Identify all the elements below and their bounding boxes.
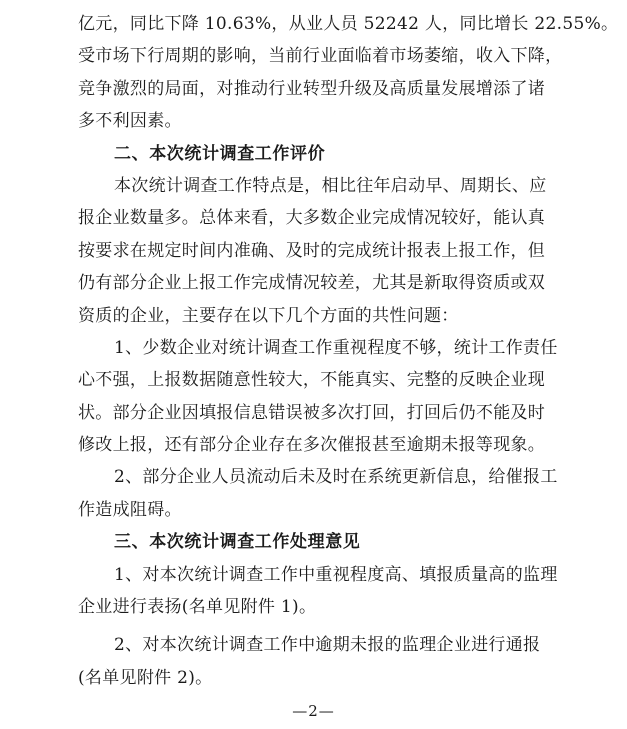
text-line: 修改上报，还有部分企业存在多次催报甚至逾期未报等现象。 (78, 435, 546, 456)
text-line: 企业进行表扬(名单见附件 1)。 (78, 597, 317, 618)
text-line: 2、对本次统计调查工作中逾期未报的监理企业进行通报 (114, 635, 541, 656)
text-line: 报企业数量多。总体来看，大多数企业完成情况较好，能认真 (78, 208, 546, 229)
text-line: 竞争激烈的局面，对推动行业转型升级及高质量发展增添了诸 (78, 78, 546, 99)
paragraph-notice (78, 629, 585, 694)
section-heading-evaluation: 二、本次统计调查工作评价 (114, 143, 326, 164)
text-line: 心不强，上报数据随意性较大，不能真实、完整的反映企业现 (78, 370, 546, 391)
text-line: 按要求在规定时间内准确、及时的完成统计报表上报工作，但 (78, 240, 546, 261)
text-line: (名单见附件 2)。 (78, 667, 213, 688)
paragraph-issue-2 (78, 461, 585, 526)
section-heading-handling: 三、本次统计调查工作处理意见 (114, 532, 361, 553)
text-line: 1、对本次统计调查工作中重视程度高、填报质量高的监理 (114, 564, 558, 585)
paragraph-statistics-summary (78, 8, 619, 138)
text-line: 2、部分企业人员流动后未及时在系统更新信息，给催报工 (114, 467, 558, 488)
text-line: 资质的企业，主要存在以下几个方面的共性问题： (78, 305, 459, 326)
text-line: 多不利因素。 (78, 111, 182, 132)
text-line: 本次统计调查工作特点是，相比往年启动早、周期长、应 (114, 175, 547, 196)
paragraph-issue-1 (78, 332, 585, 462)
page-number: —2— (292, 702, 335, 720)
text-line: 状。部分企业因填报信息错误被多次打回，打回后仍不能及时 (78, 402, 546, 423)
paragraph-evaluation (78, 170, 585, 332)
paragraph-commendation (78, 559, 585, 624)
text-line: 作造成阻碍。 (78, 499, 182, 520)
text-line: 受市场下行周期的影响，当前行业面临着市场萎缩，收入下降， (78, 46, 563, 67)
text-line: 1、少数企业对统计调查工作重视程度不够，统计工作责任 (114, 337, 558, 358)
text-line: 仍有部分企业上报工作完成情况较差，尤其是新取得资质或双 (78, 273, 546, 294)
text-line: 亿元，同比下降 10.63%，从业人员 52242 人，同比增长 22.55%。 (78, 14, 619, 34)
